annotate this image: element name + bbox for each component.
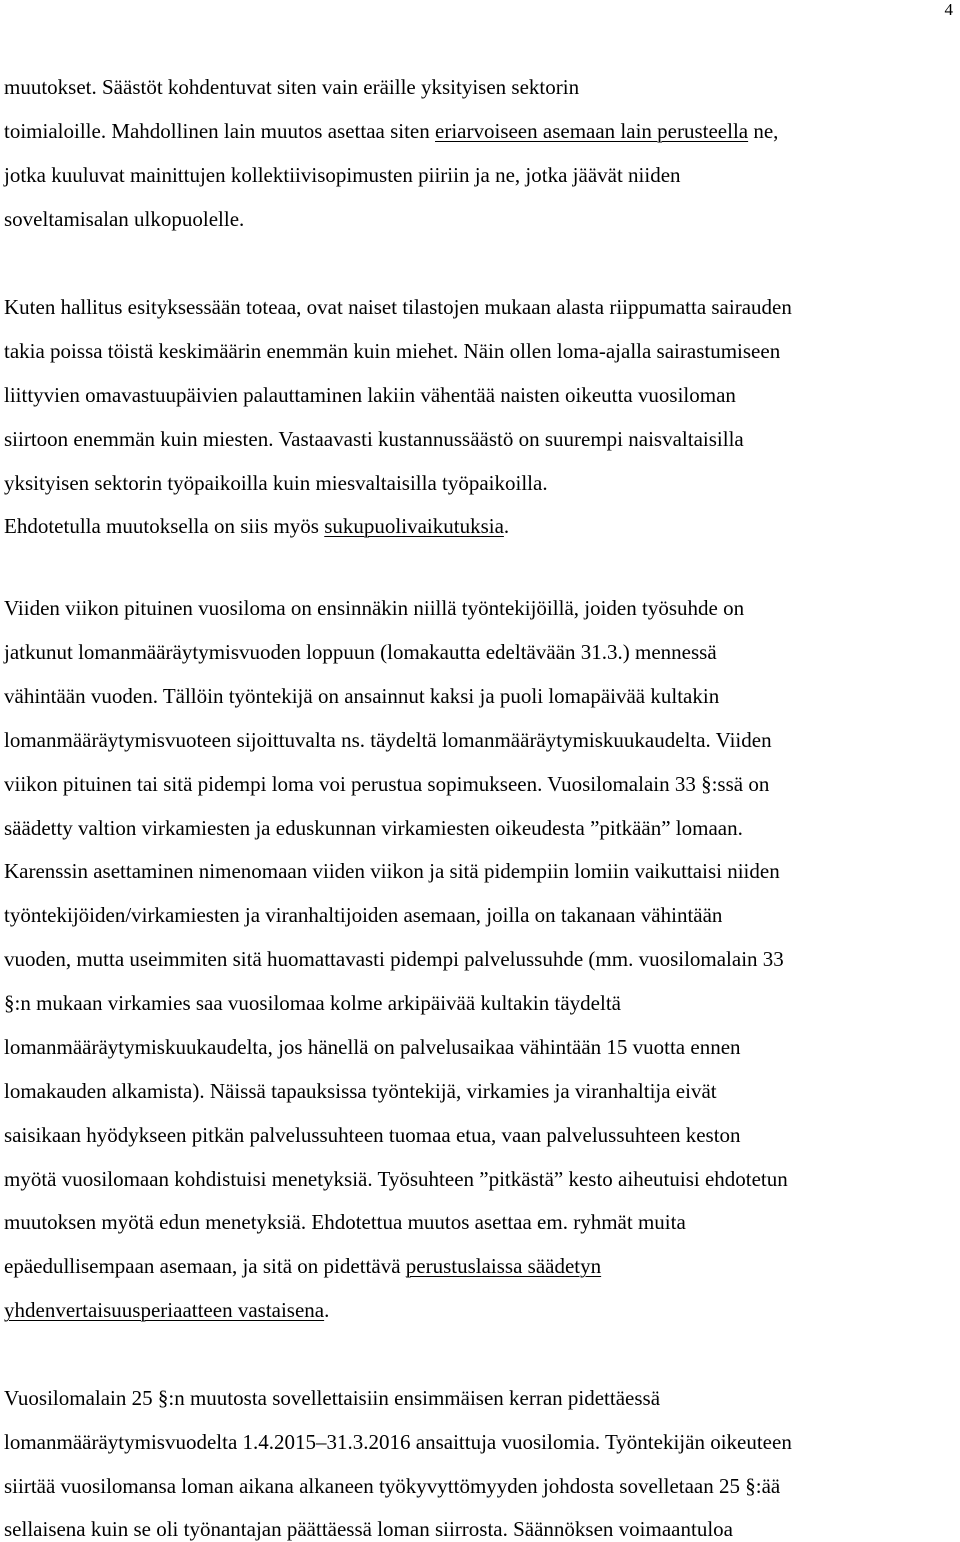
text-line: lomanmääräytymiskuukaudelta, jos hänellä on palvelusaikaa vähintään 15 vuotta ennen [4, 1035, 741, 1059]
text-line: soveltamisalan ulkopuolelle. [4, 207, 245, 231]
text-line: lomanmääräytymisvuoteen sijoittuvalta ns. täydeltä lomanmääräytymiskuukaudelta. Viiden [4, 728, 772, 752]
text-line: Kuten hallitus esityksessään toteaa, ovat naiset tilastojen mukaan alasta riippumatta sairauden [4, 295, 792, 319]
text-line: muutoksen myötä edun menetyksiä. Ehdotettua muutos asettaa em. ryhmät muita [4, 1210, 686, 1234]
underlined-phrase: sukupuolivaikutuksia [324, 514, 504, 538]
underlined-phrase: yhdenvertaisuusperiaatteen vastaisena [4, 1298, 325, 1322]
text-line: takia poissa töistä keskimäärin enemmän kuin miehet. Näin ollen loma-ajalla sairastumiseen [4, 339, 781, 363]
text-line: Vuosilomalain 25 §:n muutosta sovellettaisiin ensimmäisen kerran pidettäessä [4, 1386, 661, 1410]
text-line: Viiden viikon pituinen vuosiloma on ensinnäkin niillä työntekijöillä, joiden työsuhde on [4, 596, 745, 620]
text-line: työntekijöiden/virkamiesten ja viranhaltijoiden asemaan, joilla on takanaan vähintään [4, 903, 723, 927]
text-line: muutokset. Säästöt kohdentuvat siten vain eräille yksityisen sektorin [4, 75, 580, 99]
text-line: lomanmääräytymisvuodelta 1.4.2015–31.3.2016 ansaittuja vuosilomia. Työntekijän oikeuteen [4, 1430, 792, 1454]
text-line: yhdenvertaisuusperiaatteen vastaisena. [4, 1298, 330, 1322]
underlined-phrase: eriarvoiseen asemaan lain perusteella [435, 119, 749, 143]
text-line: jotka kuuluvat mainittujen kollektiivisopimusten piiriin ja ne, jotka jäävät niiden [4, 163, 681, 187]
text-line: saisikaan hyödykseen pitkän palvelussuhteen tuomaa etua, vaan palvelussuhteen keston [4, 1123, 741, 1147]
text-line: liittyvien omavastuupäivien palauttaminen lakiin vähentää naisten oikeutta vuosiloman [4, 383, 736, 407]
text-line: jatkunut lomanmääräytymisvuoden loppuun (lomakautta edeltävään 31.3.) mennessä [4, 640, 717, 664]
text-line: lomakauden alkamista). Näissä tapauksissa työntekijä, virkamies ja viranhaltija eivät [4, 1079, 717, 1103]
text-line: Karenssin asettaminen nimenomaan viiden viikon ja sitä pidempiin lomiin vaikuttaisi niiden [4, 859, 780, 883]
text-line: siirtää vuosilomansa loman aikana alkaneen työkyvyttömyyden johdosta sovelletaan 25 §:ää [4, 1474, 781, 1498]
text-line: vuoden, mutta useimmiten sitä huomattavasti pidempi palvelussuhde (mm. vuosilomalain 33 [4, 947, 784, 971]
text-line: siirtoon enemmän kuin miesten. Vastaavasti kustannussäästö on suurempi naisvaltaisilla [4, 427, 744, 451]
text-line: sellaisena kuin se oli työnantajan päättäessä loman siirrosta. Säännöksen voimaantuloa [4, 1517, 733, 1541]
text-line: myötä vuosilomaan kohdistuisi menetyksiä. Työsuhteen ”pitkästä” kesto aiheutuisi ehdotetun [4, 1167, 788, 1191]
text-line: epäedullisempaan asemaan, ja sitä on pidettävä perustuslaissa säädetyn [4, 1254, 602, 1278]
text-line: yksityisen sektorin työpaikoilla kuin miesvaltaisilla työpaikoilla. [4, 471, 548, 495]
text-line: säädetty valtion virkamiesten ja eduskunnan virkamiesten oikeudesta ”pitkään” lomaan. [4, 816, 743, 840]
underlined-phrase: perustuslaissa säädetyn [405, 1254, 602, 1278]
text-line: vähintään vuoden. Tällöin työntekijä on ansainnut kaksi ja puoli lomapäivää kultakin [4, 684, 720, 708]
text-line: §:n mukaan virkamies saa vuosilomaa kolme arkipäivää kultakin täydeltä [4, 991, 621, 1015]
text-line: toimialoille. Mahdollinen lain muutos asettaa siten eriarvoiseen asemaan lain perusteella ne, [4, 119, 779, 143]
page-number: 4 [944, 0, 953, 19]
text-line: viikon pituinen tai sitä pidempi loma voi perustua sopimukseen. Vuosilomalain 33 §:ssä on [4, 772, 770, 796]
text-line: Ehdotetulla muutoksella on siis myös sukupuolivaikutuksia. [4, 514, 510, 538]
